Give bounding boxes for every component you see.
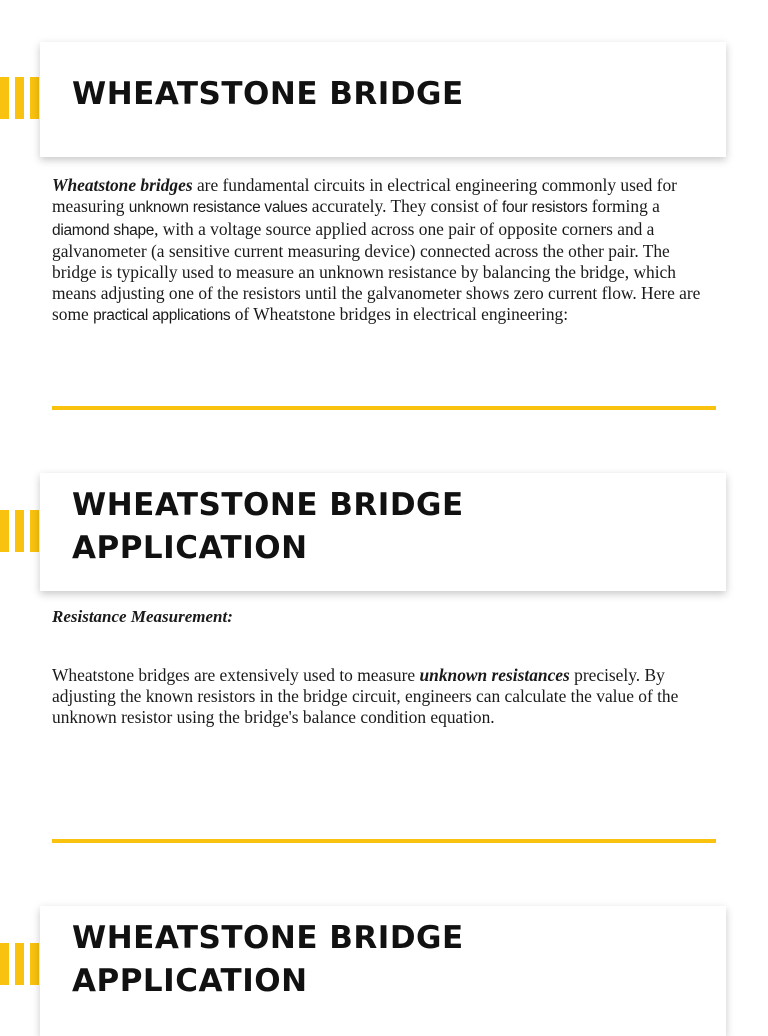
paragraph-text: of Wheatstone bridges in electrical engineering: — [230, 303, 569, 324]
accent-bar — [15, 943, 24, 985]
accent-bar — [30, 77, 39, 119]
paragraph-text: precisely. By adjusting the known resistors in the bridge circuit, engineers can calculate the value of the unknown resistor using the bridge's balance condition equation. — [52, 665, 679, 727]
section-title-line-1: WHEATSTONE BRIDGE — [72, 487, 464, 523]
accent-bar — [15, 77, 24, 119]
accent-bar — [30, 510, 39, 552]
accent-bars — [0, 77, 39, 119]
title-card-2 — [40, 473, 726, 591]
emphasis-text: Wheatstone bridges — [52, 175, 193, 195]
highlight-text: four resistors — [502, 198, 588, 216]
paragraph-text: forming a — [587, 195, 660, 216]
title-card-1 — [40, 42, 726, 157]
accent-bars — [0, 943, 39, 985]
title-card-3 — [40, 906, 726, 1036]
application-paragraph — [52, 665, 718, 727]
section-title: WHEATSTONE BRIDGE — [72, 76, 464, 112]
paragraph-text: accurately. They consist of — [307, 195, 503, 216]
accent-bar — [0, 943, 9, 985]
emphasis-text: unknown resistances — [419, 665, 570, 685]
highlight-text: practical applications — [93, 306, 231, 324]
accent-bar — [15, 510, 24, 552]
accent-bars — [0, 510, 39, 552]
section-title-line-1: WHEATSTONE BRIDGE — [72, 920, 464, 956]
divider — [52, 839, 716, 843]
subheading: Resistance Measurement: — [52, 607, 233, 626]
highlight-text: unknown resistance values — [128, 198, 308, 216]
accent-bar — [0, 77, 9, 119]
divider — [52, 406, 716, 410]
accent-bar — [30, 943, 39, 985]
paragraph-text: , with a voltage source applied across one pair of opposite corners and a galvanometer (a sensitive current measuring device) connected across the other pair. The bridge is typically used to measure an unknown resistance by balancing the bridge, which means adjusting one of the resistors until the galvanometer shows zero current flow. Here are some — [52, 218, 701, 324]
highlight-text: diamond shape — [52, 221, 155, 239]
section-title-line-2: APPLICATION — [72, 963, 308, 999]
section-title-line-2: APPLICATION — [72, 530, 308, 566]
paragraph-text: Wheatstone bridges are extensively used to measure — [52, 665, 420, 685]
paragraph-text: are fundamental circuits in electrical engineering commonly used for measuring — [52, 175, 677, 216]
intro-paragraph — [52, 175, 718, 327]
accent-bar — [0, 510, 9, 552]
